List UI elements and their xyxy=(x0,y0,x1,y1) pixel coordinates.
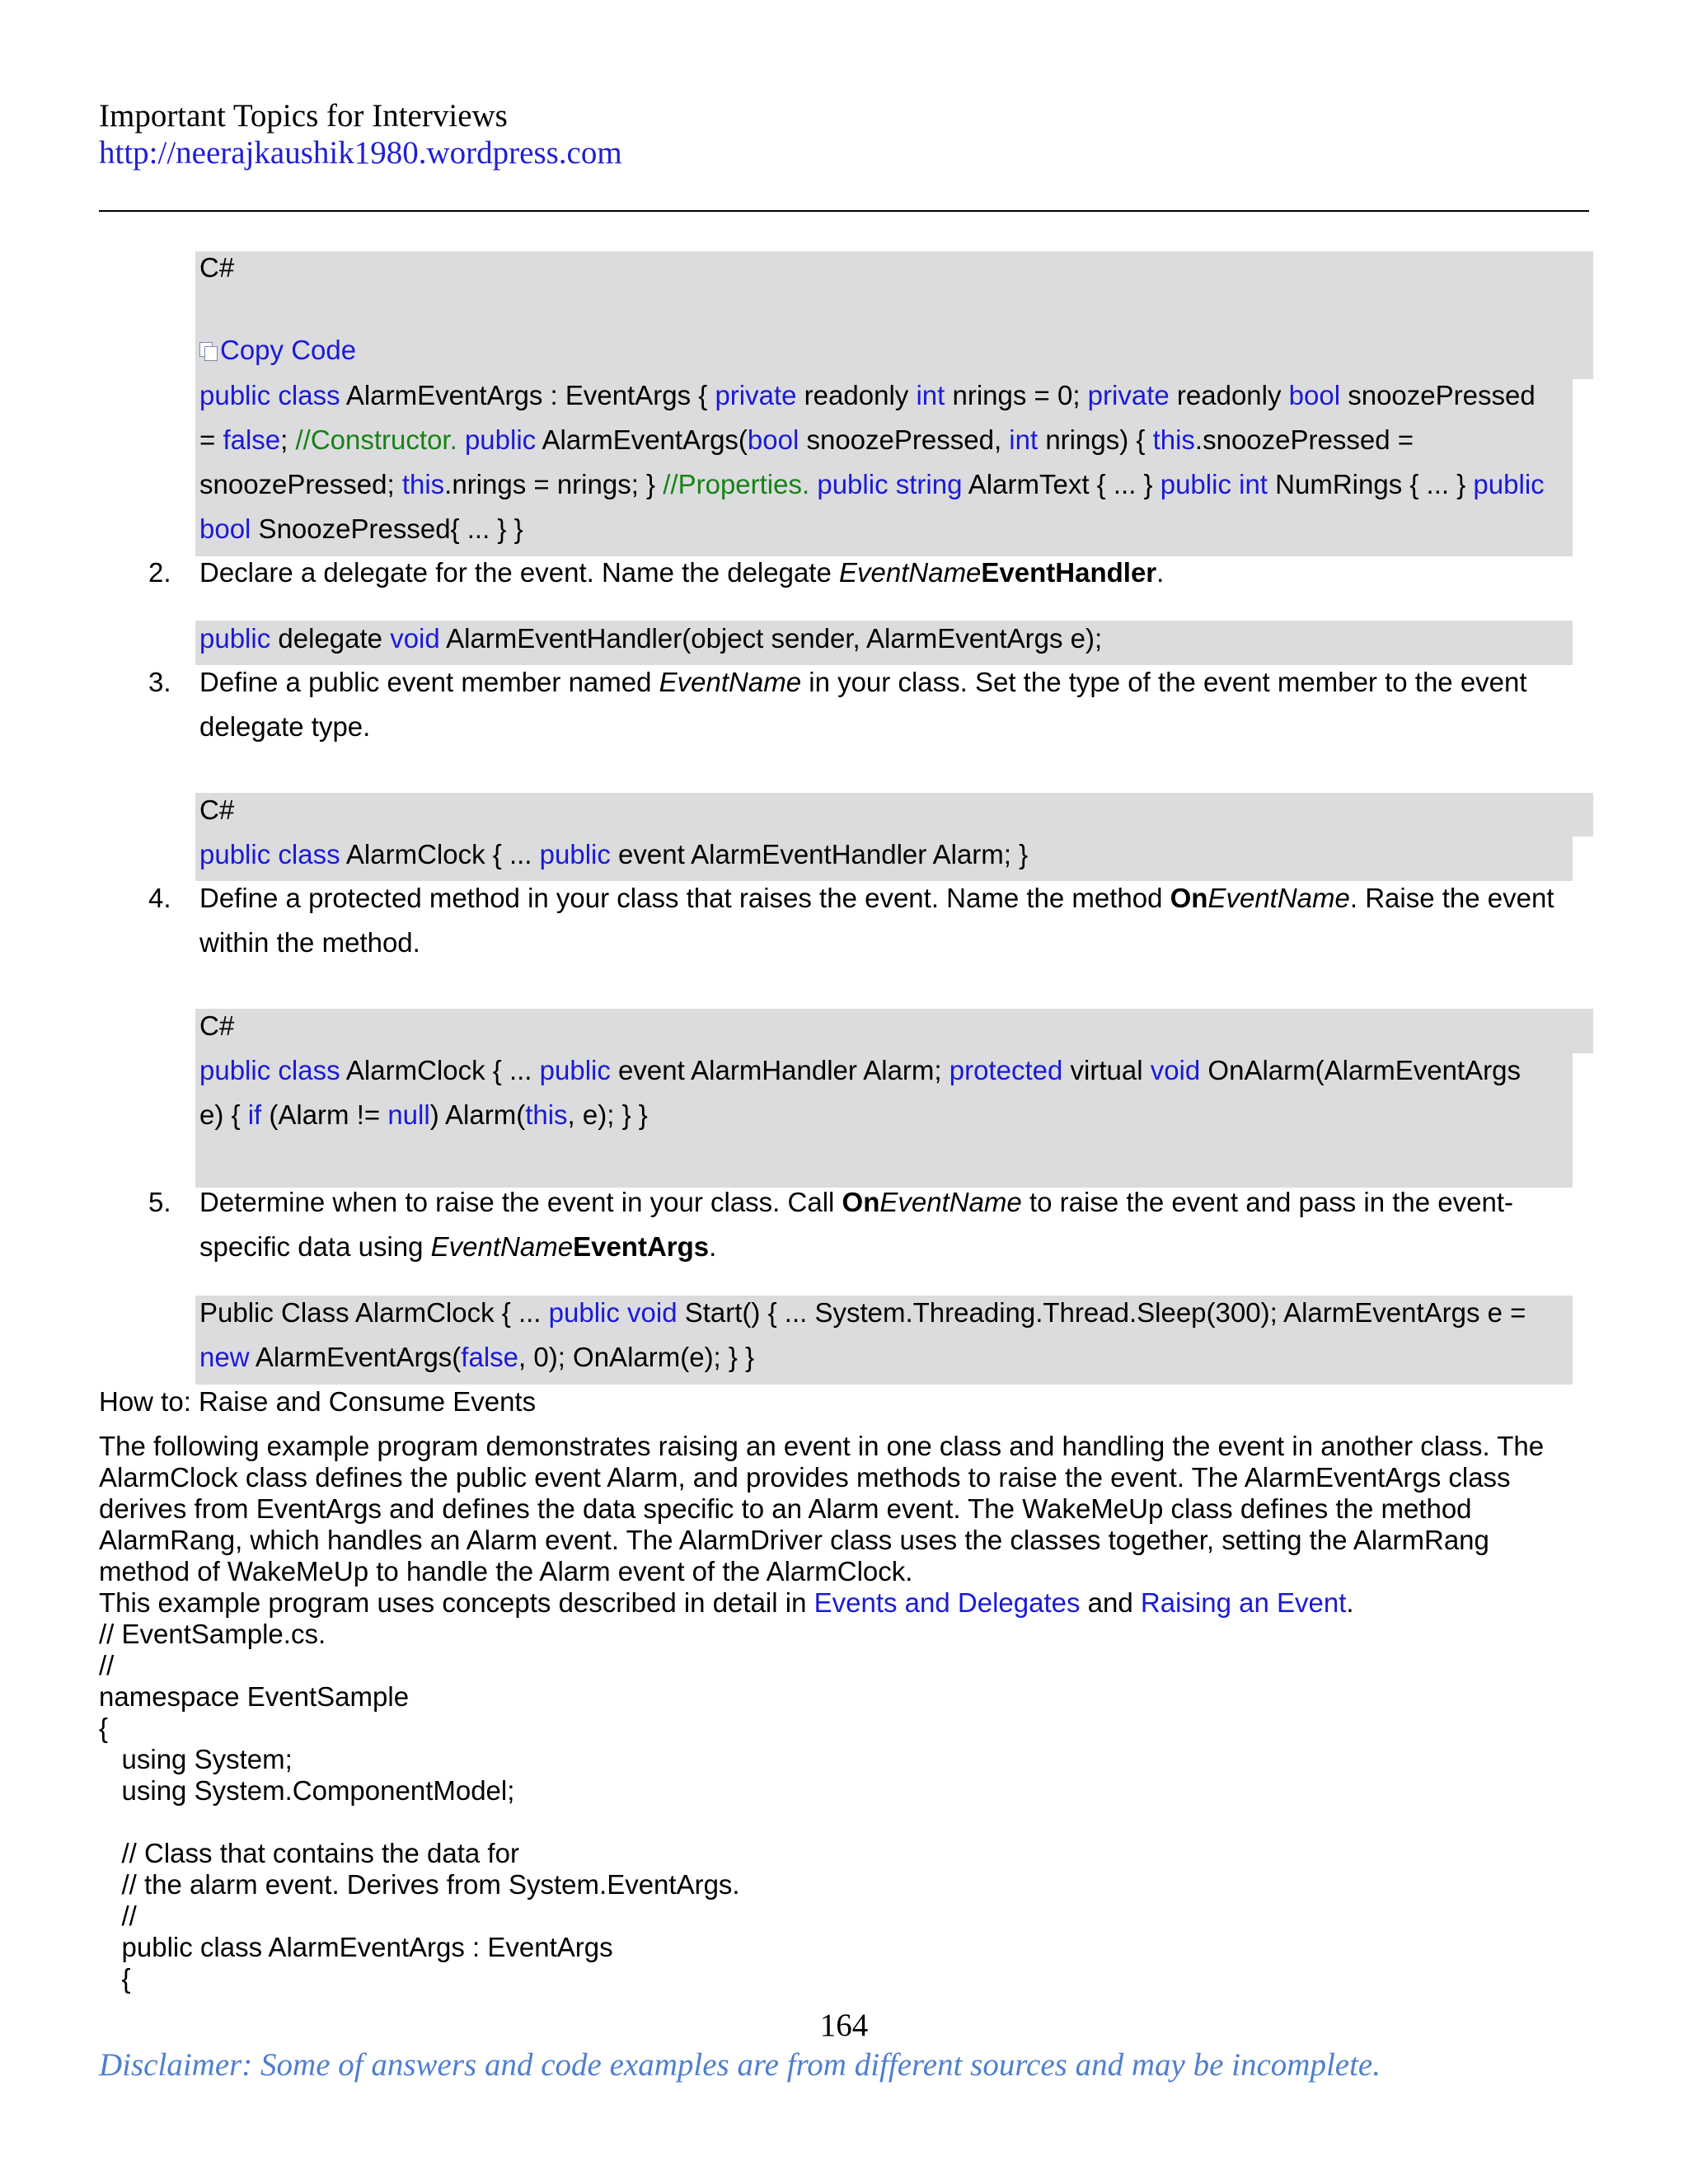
copy-icon xyxy=(198,341,218,361)
page-number: 164 xyxy=(819,2008,869,2043)
code-block-3 xyxy=(195,793,1593,837)
code-sample-line: namespace EventSample xyxy=(99,1681,410,1712)
step-text: Declare a delegate for the event. Name the delegate EventNameEventHandler. xyxy=(199,557,1165,588)
code-sample-line: // the alarm event. Derives from System.EventArgs. xyxy=(99,1869,740,1900)
code-line: public class AlarmEventArgs : EventArgs { private readonly int nrings = 0; private readonly bool snoozePressed xyxy=(199,380,1536,410)
paragraph-line: This example program uses concepts described in detail in Events and Delegates and Raising an Event. xyxy=(99,1587,1354,1618)
code-lang-label: C# xyxy=(199,794,235,825)
paragraph-line: AlarmClock class defines the public event Alarm, and provides methods to raise the event. The AlarmEventArgs class xyxy=(99,1462,1511,1493)
step-text: specific data using EventNameEventArgs. xyxy=(199,1231,717,1262)
code-sample-line: // xyxy=(99,1650,115,1680)
code-sample-line: using System.ComponentModel; xyxy=(99,1775,515,1806)
footer-disclaimer: Disclaimer: Some of answers and code examples are from different sources and may be incomplete. xyxy=(99,2047,1381,2083)
code-line: e) { if (Alarm != null) Alarm(this, e); } } xyxy=(199,1099,648,1130)
code-lang-label: C# xyxy=(199,1010,235,1041)
code-line: public class AlarmClock { ... public event AlarmEventHandler Alarm; } xyxy=(199,839,1029,869)
paragraph-line: method of WakeMeUp to handle the Alarm event of the AlarmClock. xyxy=(99,1556,913,1586)
code-lang-label: C# xyxy=(199,252,235,283)
code-sample-line: using System; xyxy=(99,1744,293,1774)
code-sample-line: public class AlarmEventArgs : EventArgs xyxy=(99,1932,613,1962)
code-sample-line: { xyxy=(99,1963,131,1994)
step-number: 3. xyxy=(148,667,171,697)
section-heading: How to: Raise and Consume Events xyxy=(99,1386,537,1417)
header-title: Important Topics for Interviews xyxy=(99,98,508,134)
code-sample-line: // xyxy=(99,1900,137,1931)
code-sample-line: { xyxy=(99,1713,109,1743)
code-line: public class AlarmClock { ... public event AlarmHandler Alarm; protected virtual void OnAlarm(AlarmEventArgs xyxy=(199,1055,1522,1085)
copy-code-label: Copy Code xyxy=(220,335,357,365)
step-number: 2. xyxy=(148,557,171,588)
code-line: snoozePressed; this.nrings = nrings; } //Properties. public string AlarmText { ... } public int NumRings { ... } public xyxy=(199,469,1545,499)
step-number: 5. xyxy=(148,1187,171,1217)
step-text: Determine when to raise the event in your class. Call OnEventName to raise the event and pass in the event- xyxy=(199,1187,1513,1217)
step-number: 4. xyxy=(148,883,171,913)
code-block-1 xyxy=(195,251,1593,379)
header-divider xyxy=(99,210,1589,212)
copy-code-button[interactable] xyxy=(198,334,356,367)
paragraph-line: derives from EventArgs and defines the data specific to an Alarm event. The WakeMeUp class defines the method xyxy=(99,1493,1472,1524)
code-line: new AlarmEventArgs(false, 0); OnAlarm(e); } } xyxy=(199,1342,755,1372)
code-block-4 xyxy=(195,1009,1593,1053)
step-text: Define a protected method in your class that raises the event. Name the method OnEventName. Raise the event xyxy=(199,883,1554,913)
header-url-link[interactable]: http://neerajkaushik1980.wordpress.com xyxy=(99,135,622,171)
code-sample-line: // Class that contains the data for xyxy=(99,1838,519,1868)
step-text: within the method. xyxy=(199,927,420,958)
step-text: delegate type. xyxy=(199,711,371,742)
paragraph-line: AlarmRang, which handles an Alarm event. The AlarmDriver class uses the classes together, setting the AlarmRang xyxy=(99,1525,1489,1555)
events-and-delegates-link[interactable]: Events and Delegates xyxy=(814,1587,1081,1618)
code-line: bool SnoozePressed{ ... } } xyxy=(199,513,523,544)
code-sample-line: // EventSample.cs. xyxy=(99,1619,326,1649)
code-line: Public Class AlarmClock { ... public void Start() { ... System.Threading.Thread.Sleep(300); AlarmEventArgs e = xyxy=(199,1297,1526,1328)
code-line: public delegate void AlarmEventHandler(object sender, AlarmEventArgs e); xyxy=(199,623,1103,654)
code-line: = false; //Constructor. public AlarmEventArgs(bool snoozePressed, int nrings) { this.snoozePressed = xyxy=(199,424,1414,455)
raising-an-event-link[interactable]: Raising an Event xyxy=(1140,1587,1347,1618)
step-text: Define a public event member named EventName in your class. Set the type of the event member to the event xyxy=(199,667,1527,697)
paragraph-line: The following example program demonstrates raising an event in one class and handling the event in another class. The xyxy=(99,1431,1545,1461)
